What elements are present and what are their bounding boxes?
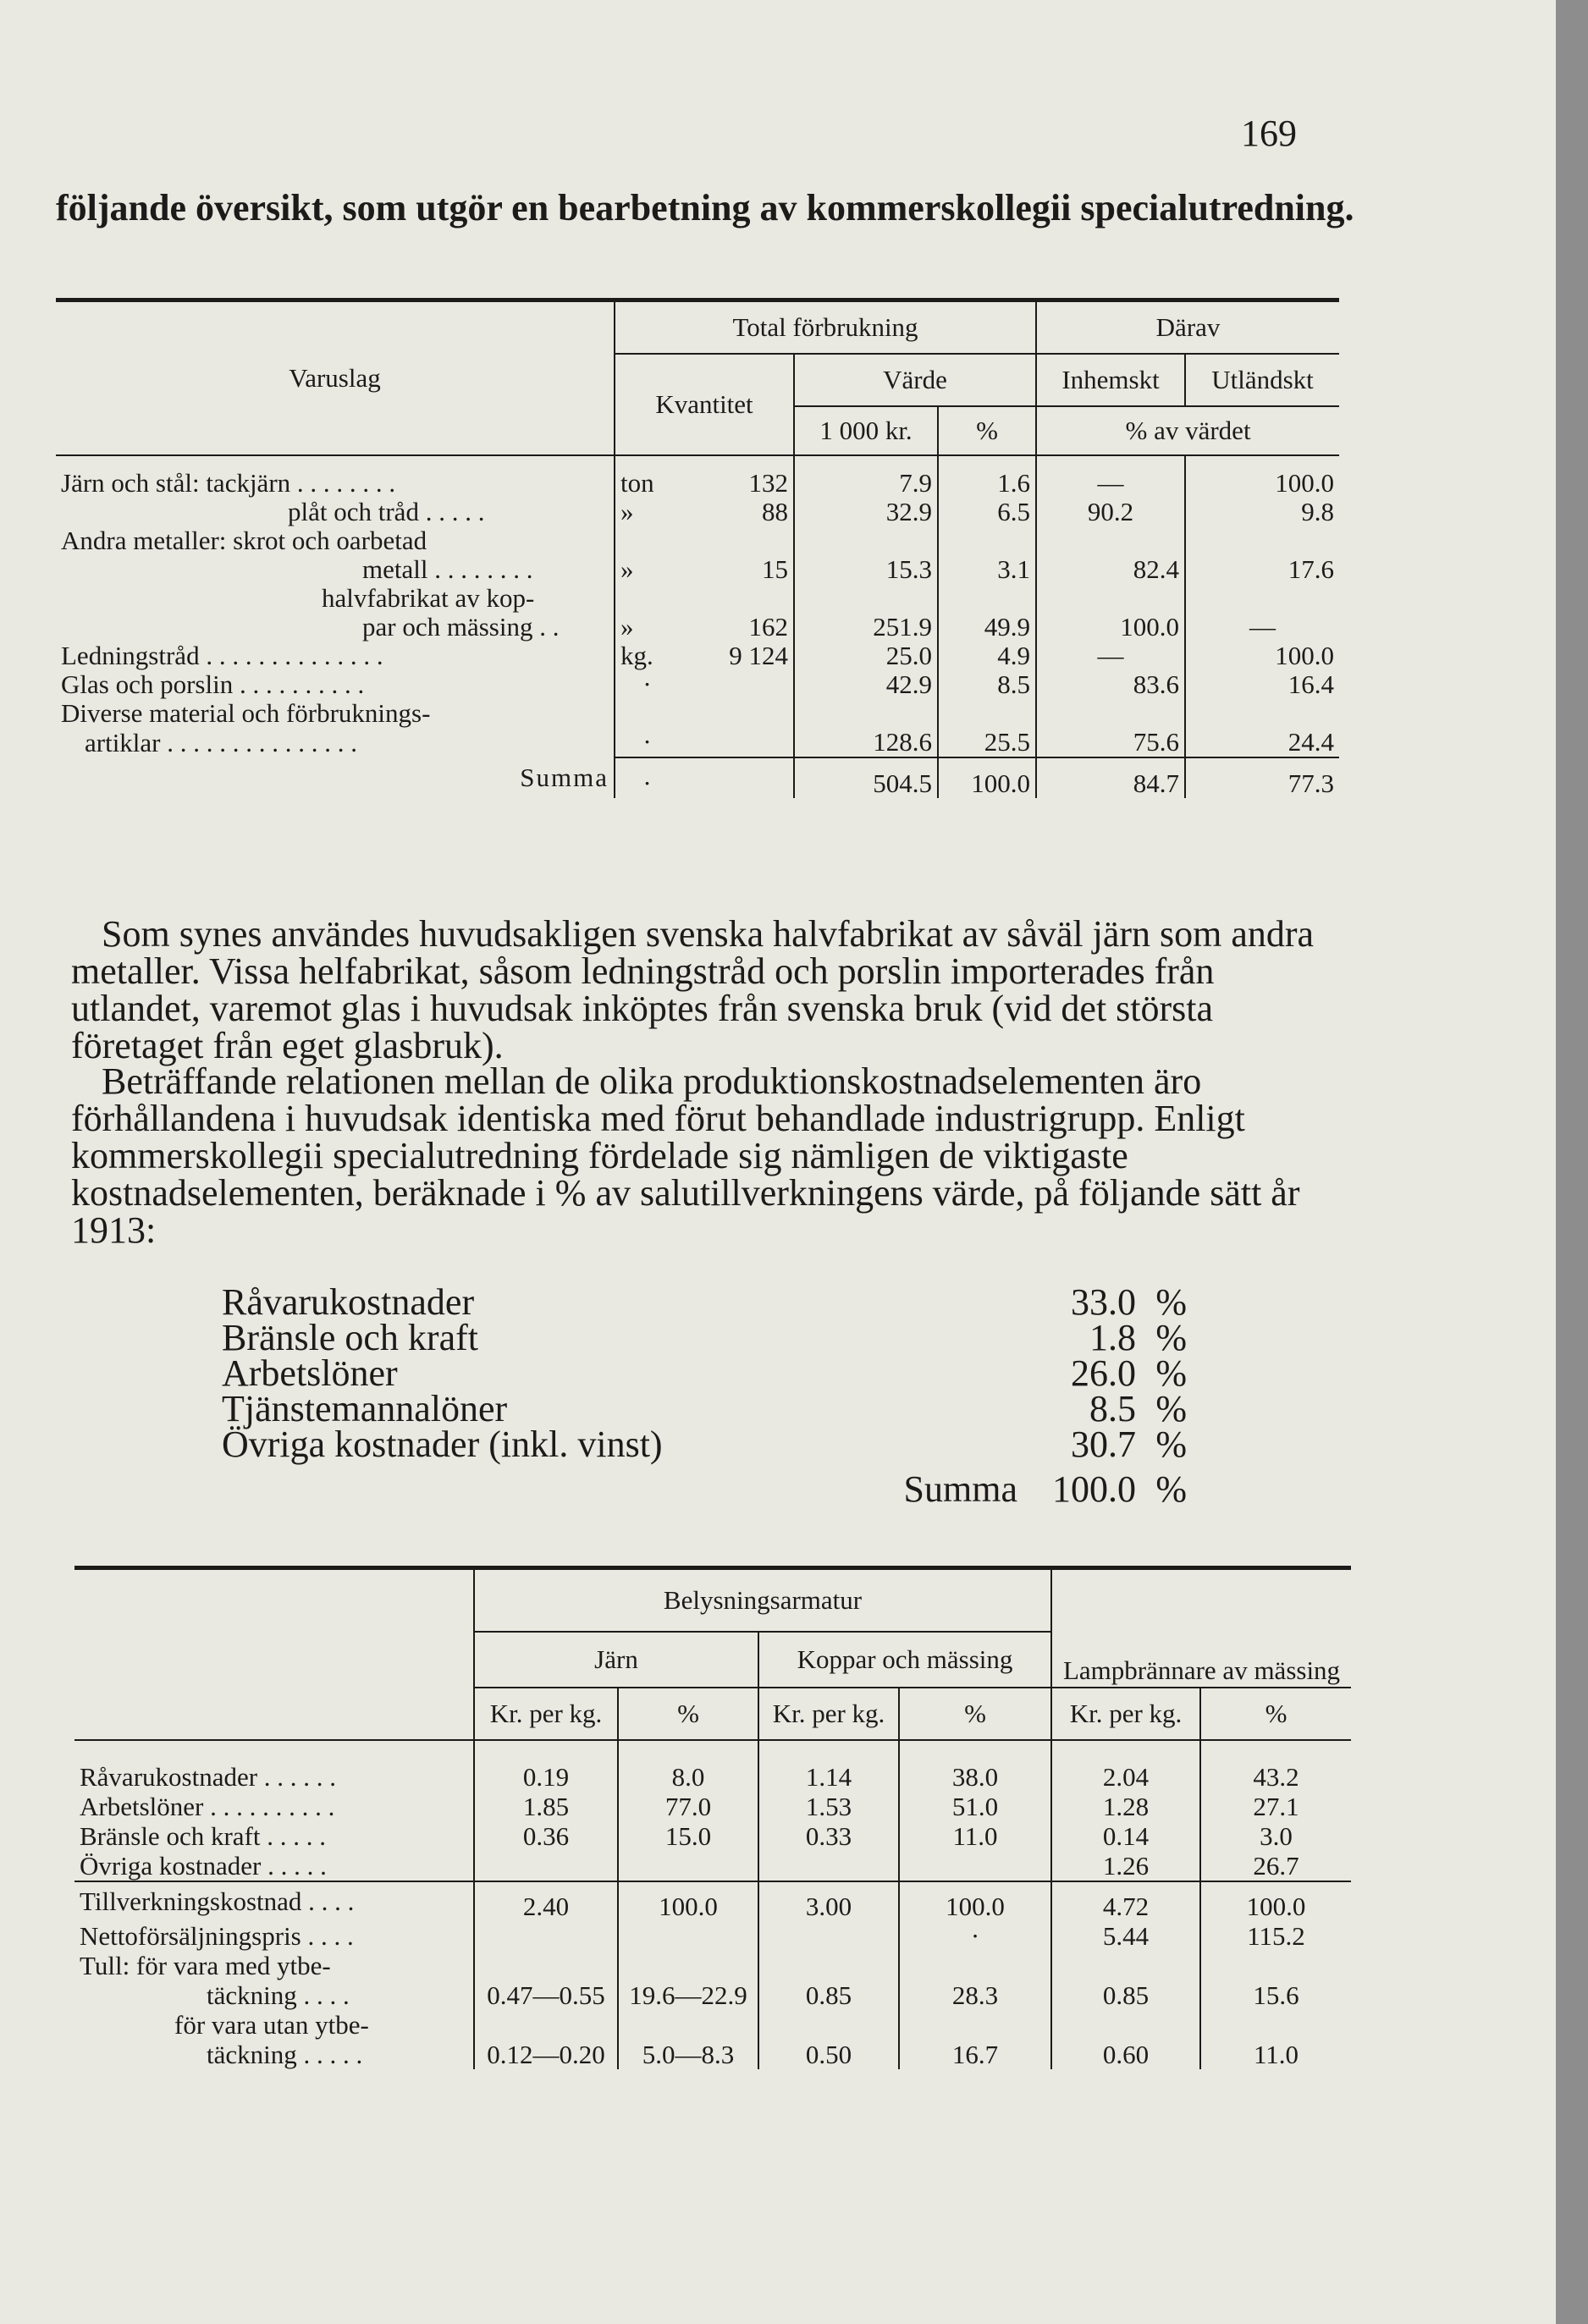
table-row: Arbetslöner . . . . . . . . . . 1.85 77.0 1.53 51.0 1.28 27.1 [74,1792,1351,1821]
header-kvantitet: Kvantitet [615,354,794,455]
header-darav: Därav [1036,300,1339,355]
sum-row: Summa · 504.5 100.0 84.7 77.3 [56,757,1339,798]
header-varde: Värde [794,354,1036,406]
cost-elements [222,1281,1187,1517]
table-row: plåt och tråd . . . . . » 88 32.9 6.5 90.2 9.8 [56,498,1339,526]
table-row: täckning . . . . 0.47—0.55 19.6—22.9 0.85 28.3 0.85 15.6 [74,1980,1351,2010]
table-row: Andra metaller: skrot och oarbetad [56,526,1339,555]
table-row: Tillverkningskostnad . . . . 2.40 100.0 3.00 100.0 4.72 100.0 [74,1881,1351,1921]
table-row: Ledningstråd . . . . . . . . . . . . . . kg. 9 124 25.0 4.9 — 100.0 [56,642,1339,670]
header-varuslag: Varuslag [56,300,615,456]
table-row: Råvarukostnader . . . . . . 0.19 8.0 1.14 38.0 2.04 43.2 [74,1762,1351,1792]
table-row: Nettoförsäljningspris . . . . · 5.44 115.2 [74,1921,1351,1951]
header-pct: % [618,1688,758,1740]
table-row: Järn och stål: tackjärn . . . . . . . . ton 132 7.9 1.6 — 100.0 [56,469,1339,498]
header-lampbrannare: Lampbrännare av mässing [1051,1568,1351,1688]
cost-comparison-table [74,1566,1351,2069]
page-number: 169 [1241,113,1297,154]
table-row: Diverse material och förbruknings- [56,699,1339,728]
table-row: Övriga kostnader . . . . . 1.26 26.7 [74,1851,1351,1881]
list-item: Tjänstemannalöner 8.5 % [222,1388,1187,1429]
paragraph-2: Beträffande relationen mellan de olika produktionskostnadselementen äro förhållandena i huvudsak identiska med förut behandlade industrigrupp. Enligt kommerskollegii specialutredning fördelade sig nämligen de viktigaste kostnadselementen, beräknade i % av salutillverkningens värde, på följande sätt år 1913: [71,1060,1300,1251]
header-jarn: Järn [474,1632,758,1688]
header-utlandskt: Utländskt [1185,354,1339,406]
table-row: täckning . . . . . 0.12—0.20 5.0—8.3 0.50 16.7 0.60 11.0 [74,2040,1351,2069]
list-item: Råvarukostnader 33.0 % [222,1281,1187,1323]
header-krperkg: Kr. per kg. [1051,1688,1200,1740]
table-row: metall . . . . . . . . » 15 15.3 3.1 82.4 17.6 [56,555,1339,584]
header-pct: % [899,1688,1051,1740]
header-belysning: Belysningsarmatur [474,1568,1051,1633]
header-pct: % [1200,1688,1351,1740]
header-pct: % [938,406,1036,455]
header-koppar: Koppar och mässing [758,1632,1051,1688]
header-av-vardet: % av värdet [1036,406,1339,455]
list-item: Bränsle och kraft 1.8 % [222,1317,1187,1358]
costs-sum: Summa 100.0 % [903,1468,1187,1510]
table-row: Tull: för vara med ytbe- [74,1951,1351,1980]
list-item: Övriga kostnader (inkl. vinst) 30.7 % [222,1424,1187,1465]
header-krperkg: Kr. per kg. [758,1688,899,1740]
list-item: Arbetslöner 26.0 % [222,1352,1187,1394]
paragraph-1: Som synes användes huvudsakligen svenska halvfabrikat av såväl järn som andra metaller. Vissa helfabrikat, såsom ledningstråd och porslin importerades från utlandet, varemot glas i huvudsak inköptes från svenska bruk (vid det största företaget från eget glasbruk). [71,913,1315,1066]
header-total: Total förbrukning [615,300,1036,355]
table-row: par och mässing . . » 162 251.9 49.9 100.0 — [56,613,1339,642]
table-row: halvfabrikat av kop- [56,584,1339,613]
table-row: Bränsle och kraft . . . . . 0.36 15.0 0.33 11.0 0.14 3.0 [74,1821,1351,1851]
header-krperkg: Kr. per kg. [474,1688,618,1740]
intro-text: följande översikt, som utgör en bearbetning av kommerskollegii specialutredning. [56,187,1354,229]
table-row: artiklar . . . . . . . . . . . . . . . · 128.6 25.5 75.6 24.4 [56,728,1339,757]
header-inhemskt: Inhemskt [1036,354,1185,406]
header-varde-unit: 1 000 kr. [794,406,938,455]
table-row: för vara utan ytbe- [74,2010,1351,2040]
consumption-table [56,298,1339,798]
table-row: Glas och porslin . . . . . . . . . . · 42.9 8.5 83.6 16.4 [56,670,1339,699]
